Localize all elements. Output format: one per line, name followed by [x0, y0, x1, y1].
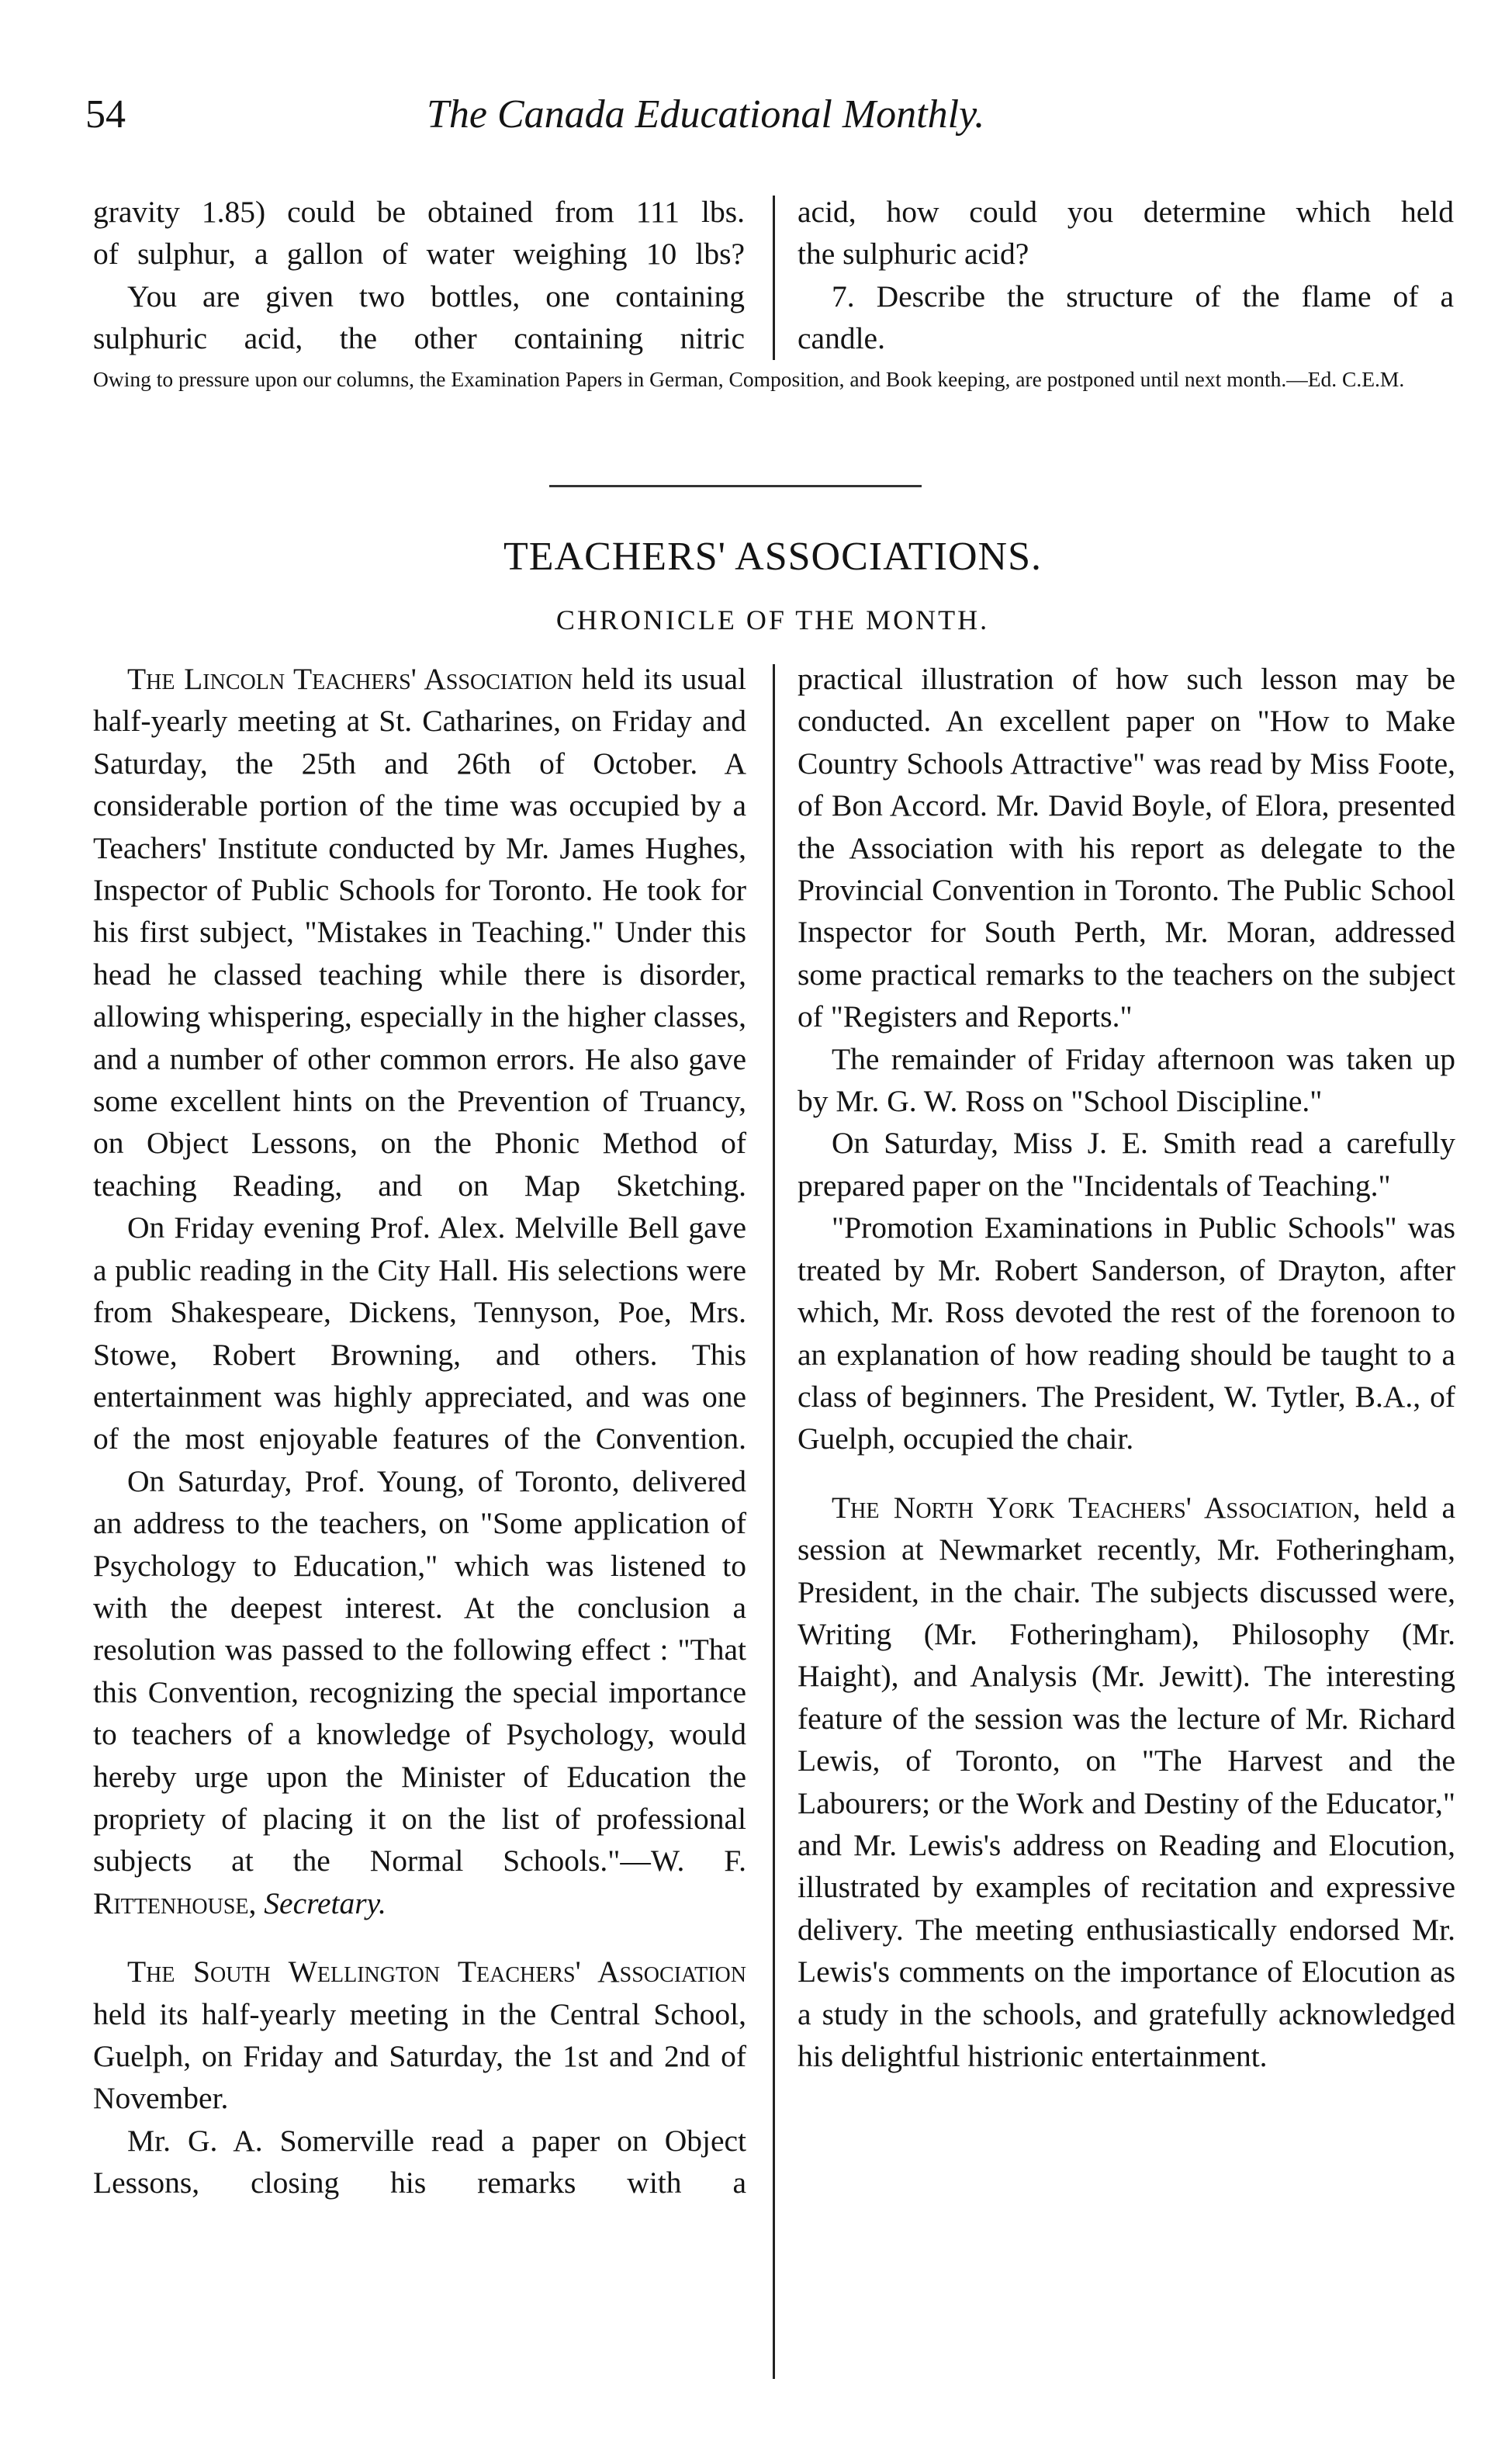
exam-line: of sulphur, a gallon of water weighing 10 lbs? [93, 237, 745, 272]
secretary-title: Secretary. [264, 1885, 386, 1920]
lincoln-lead-in: The Lincoln Teachers' Association [127, 662, 573, 696]
left-column [93, 658, 746, 2204]
right-column [798, 658, 1455, 2077]
wellington-paragraph-4: On Saturday, Miss J. E. Smith read a carefully prepared paper on the "Incidentals of Teaching." [798, 1126, 1455, 1203]
column-rule-top [773, 196, 775, 360]
running-title: The Canada Educational Monthly. [427, 92, 985, 137]
northyork-paragraph: The North York Teachers' Association, held a session at Newmarket recently, Mr. Fotheringham, President, in the chair. The subjects discussed were, Writing (Mr. Fotheringham), Philosophy (Mr. Haight), and Analysis (Mr. Jewitt). The interesting feature of the session was the lecture of Mr. Richard Lewis, of Toronto, on "The Harvest and the Labourers; or the Work and Destiny of the Educator," and Mr. Lewis's address on Reading and Elocution, illustrated by examples of recitation and expressive delivery. The meeting enthusiastically endorsed Mr. Lewis's comments on the importance of Elocution as a study in the schools, and gratefully acknowledged his delightful histrionic entertainment. [798, 1490, 1455, 2073]
exam-line: candle. [798, 321, 885, 356]
lincoln-paragraph-1: The Lincoln Teachers' Association held its usual half-yearly meeting at St. Catharines, on Friday and Saturday, the 25th and 26th of October. A considerable portion of the time was occupied by a Teachers' Institute conducted by Mr. James Hughes, Inspector of Public Schools for Toronto. He took for his first subject, "Mistakes in Teaching." Under this head he classed teaching while there is disorder, allowing whispering, especially in the higher classes, and a number of other common errors. He also gave some excellent hints on the Prevention of Truancy, on Object Lessons, on the Phonic Method of teaching Reading, and on Map Sketching. [93, 662, 746, 1203]
page-header [85, 92, 1451, 161]
exam-line: gravity 1.85) could be obtained from 111 lbs. [93, 195, 745, 229]
wellington-paragraph-1: The South Wellington Teachers' Association held its half-yearly meeting in the Central School, Guelph, on Friday and Saturday, the 1st and 2nd of November. [93, 1955, 746, 2116]
section-separator [549, 485, 922, 487]
secretary-name: Rittenhouse [93, 1885, 249, 1920]
exam-line: acid, how could you determine which held [798, 195, 1454, 229]
section-subheading: CHRONICLE OF THE MONTH. [555, 604, 990, 635]
wellington-paragraph-3: The remainder of Friday afternoon was taken up by Mr. G. W. Ross on "School Discipline." [798, 1041, 1455, 1119]
northyork-lead-in: The North York Teachers' Association [832, 1490, 1353, 1525]
exam-line: You are given two bottles, one containing [127, 279, 745, 313]
paragraph-gap [798, 1460, 1455, 1487]
lincoln-paragraph-3: On Saturday, Prof. Young, of Toronto, delivered an address to the teachers, on "Some application of Psychology to Education," which was listened to with the deepest interest. At the conclusion a resolution was passed to the following effect : "That this Convention, recognizing the special importance to teachers of a knowledge of Psychology, would hereby urge upon the Minister of Education the propriety of placing it on the list of professional subjects at the Normal Schools."—W. F. Rittenhouse, Secretary. [93, 1463, 746, 1920]
exam-continuation-right [798, 191, 1454, 360]
lincoln-paragraph-2: On Friday evening Prof. Alex. Melville Bell gave a public reading in the City Hall. His selections were from Shakespeare, Dickens, Tennyson, Poe, Mrs. Stowe, Robert Browning, and others. This entertainment was highly appreciated, and was one of the most enjoyable features of the Convention. [93, 1210, 746, 1456]
wellington-paragraph-2-continued: practical illustration of how such lesson may be conducted. An excellent paper on "How to Make Country Schools Attractive" was read by Miss Foote, of Bon Accord. Mr. David Boyle, of Elora, presented the Association with his report as delegate to the Provincial Convention in Toronto. The Public School Inspector for South Perth, Mr. Moran, addressed some practical remarks to the teachers on the subject of "Registers and Reports." [798, 662, 1455, 1034]
paragraph-gap [93, 1924, 746, 1951]
page-number: 54 [85, 92, 126, 137]
exam-continuation-left [93, 191, 745, 360]
exam-question-7: 7. Describe the structure of the flame of a [832, 279, 1454, 313]
column-rule-main [773, 664, 775, 2379]
wellington-paragraph-5: "Promotion Examinations in Public Schools" was treated by Mr. Robert Sanderson, of Drayton, after which, Mr. Ross devoted the rest of the forenoon to an explanation of how reading should be taught to a class of beginners. The President, W. Tytler, B.A., of Guelph, occupied the chair. [798, 1210, 1455, 1456]
editor-note: Owing to pressure upon our columns, the Examination Papers in German, Composition, and Book keeping, are postponed until next month.—Ed. C.E.M. [93, 367, 1405, 391]
section-heading: TEACHERS' ASSOCIATIONS. [503, 535, 1043, 579]
exam-line: the sulphuric acid? [798, 237, 1029, 272]
wellington-paragraph-2: Mr. G. A. Somerville read a paper on Object Lessons, closing his remarks with a [93, 2123, 746, 2200]
wellington-lead-in: The South Wellington Teachers' Association [127, 1955, 746, 1989]
exam-line: sulphuric acid, the other containing nitric [93, 321, 745, 356]
